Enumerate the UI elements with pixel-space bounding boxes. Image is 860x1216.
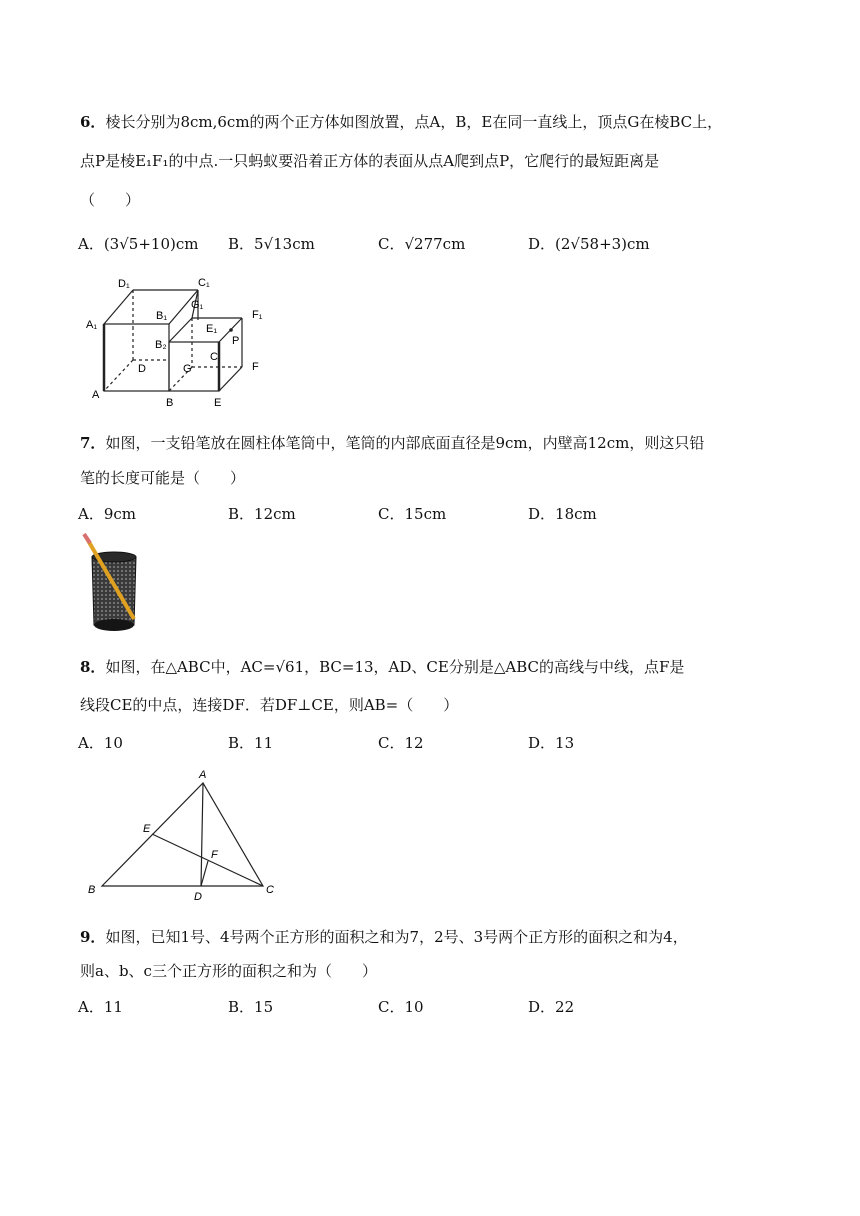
fig8-label-B: B (88, 884, 96, 896)
q7-number: 7． (80, 434, 106, 452)
fig6-label-E: E (214, 397, 222, 409)
fig6-label-F1: F₁ (252, 309, 263, 321)
q9-option-d: D．22 (528, 998, 575, 1016)
q9-option-b: B．15 (228, 998, 274, 1016)
fig6-label-D: D (138, 363, 146, 375)
fig6-label-D1: D₁ (118, 278, 130, 290)
q7-option-b: B．12cm (228, 505, 296, 523)
fig8-label-E: E (143, 823, 151, 835)
q8-option-d: D．13 (528, 734, 575, 752)
q8-number: 8． (80, 658, 106, 676)
q6-line3: （ ） (80, 191, 141, 209)
q6-text-1: 棱长分别为8cm,6cm的两个正方体如图放置，点A，B，E在同一直线上，顶点G在棱BC上， (105, 113, 723, 131)
fig6-label-B: B (166, 397, 174, 409)
fig6-label-P: P (232, 335, 240, 347)
q6-cube-figure (80, 272, 280, 412)
q7-option-c: C．15cm (378, 505, 447, 523)
q8-option-b: B．11 (228, 734, 274, 752)
fig8-label-F: F (211, 849, 218, 861)
q7-option-d: D．18cm (528, 505, 597, 523)
q7-option-a: A．9cm (78, 505, 137, 523)
q7-line2: 笔的长度可能是（ ） (80, 469, 246, 487)
fig6-label-E1: E₁ (206, 323, 218, 335)
fig6-label-A1: A₁ (86, 319, 98, 331)
q6-option-c: C．√277cm (378, 235, 466, 253)
q8-line1 (80, 656, 684, 677)
q6-option-b: B．5√13cm (228, 235, 315, 253)
q7-line1 (80, 432, 704, 453)
fig8-label-C: C (266, 884, 274, 896)
fig6-label-F: F (252, 361, 259, 373)
fig8-label-A: A (199, 769, 207, 781)
q9-option-a: A．11 (78, 998, 123, 1016)
q6-number: 6． (80, 113, 106, 131)
fig6-label-G: G (183, 363, 192, 375)
fig6-label-G1: G₁ (191, 299, 204, 311)
q6-option-d: D．(2√58+3)cm (528, 235, 650, 253)
fig6-label-B2: B₂ (155, 339, 167, 351)
q8-triangle-figure (80, 766, 290, 906)
fig8-label-D: D (194, 891, 202, 903)
fig6-label-A: A (92, 389, 100, 401)
q9-line1 (80, 926, 688, 947)
fig6-label-C1: C₁ (198, 277, 210, 289)
q6-option-a: A．(3√5+10)cm (78, 235, 199, 253)
q6-line1 (80, 111, 722, 132)
q9-text-1: 如图，已知1号、4号两个正方形的面积之和为7，2号、3号两个正方形的面积之和为4， (105, 928, 688, 946)
q6-line2: 点P是棱E₁F₁的中点.一只蚂蚁要沿着正方体的表面从点A爬到点P，它爬行的最短距离是 (80, 152, 660, 170)
q8-option-c: C．12 (378, 734, 424, 752)
q9-number: 9． (80, 928, 106, 946)
q7-text-1: 如图，一支铅笔放在圆柱体笔筒中，笔筒的内部底面直径是9cm，内壁高12cm，则这只铅 (105, 434, 705, 452)
q9-line2: 则a、b、c三个正方形的面积之和为（ ） (80, 962, 377, 980)
q7-pencil-cup-figure (76, 533, 148, 637)
fig6-label-B1: B₁ (156, 310, 168, 322)
fig6-label-C: C (210, 351, 218, 363)
q9-option-c: C．10 (378, 998, 424, 1016)
q8-option-a: A．10 (78, 734, 123, 752)
q8-text-1: 如图，在△ABC中，AC=√61，BC=13，AD、CE分别是△ABC的高线与中线，点F是 (105, 658, 685, 676)
q8-line2: 线段CE的中点，连接DF．若DF⊥CE，则AB=（ ） (80, 696, 459, 714)
